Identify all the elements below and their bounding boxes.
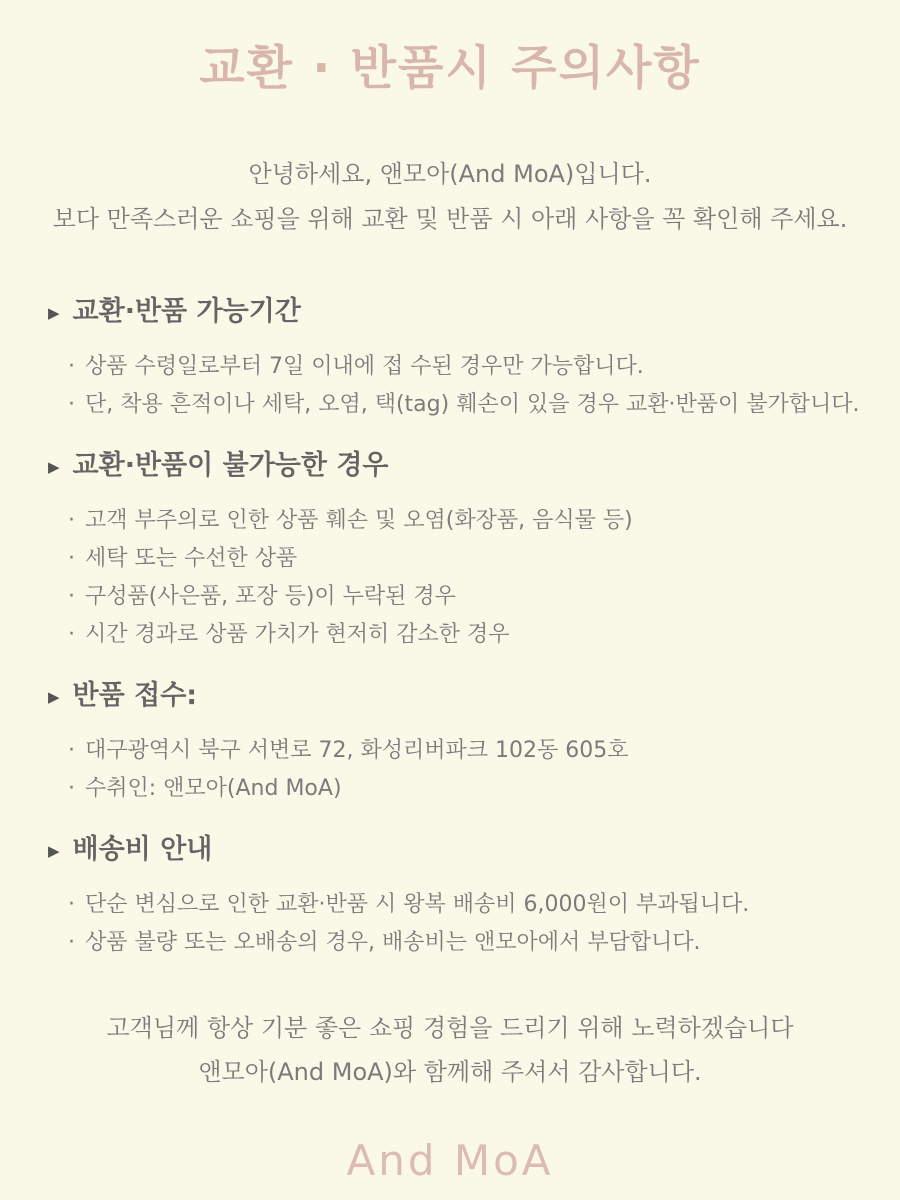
intro-line-1: 안녕하세요, 앤모아(And MoA)입니다.: [248, 160, 652, 188]
list-item: [68, 770, 876, 808]
section-heading-text: 반품 접수:: [72, 680, 198, 711]
section-shipping-fee: [48, 834, 876, 962]
section-heading-text: 교환·반품이 불가능한 경우: [72, 450, 389, 481]
dot-bullet-icon: ·: [68, 776, 75, 801]
dot-bullet-icon: ·: [68, 546, 75, 571]
dot-bullet-icon: ·: [68, 584, 75, 609]
bullet-list: [48, 886, 876, 962]
list-item: [68, 732, 876, 770]
closing-line-1: 고객님께 항상 기분 좋은 쇼핑 경험을 드리기 위해 노력하겠습니다: [106, 1014, 794, 1042]
bullet-text: 단, 착용 흔적이나 세탁, 오염, 택(tag) 훼손이 있을 경우 교환·반품이 불가합니다.: [85, 392, 860, 417]
notice-content: [0, 296, 900, 962]
dot-bullet-icon: ·: [68, 738, 75, 763]
section-exchange-period: [48, 296, 876, 424]
bullet-text: 세탁 또는 수선한 상품: [85, 546, 298, 571]
bullet-list: [48, 732, 876, 808]
bullet-text: 수취인: 앤모아(And MoA): [85, 776, 342, 801]
section-heading-not-allowed: [48, 450, 876, 482]
triangle-bullet-icon: ▶: [48, 842, 60, 860]
dot-bullet-icon: ·: [68, 392, 75, 417]
intro-paragraph: [0, 152, 900, 242]
section-not-allowed-cases: [48, 450, 876, 654]
brand-logo: And MoA: [346, 1136, 554, 1185]
page-title: 교환 · 반품시 주의사항: [199, 41, 701, 96]
list-item: [68, 886, 876, 924]
list-item: [68, 502, 876, 540]
dot-bullet-icon: ·: [68, 930, 75, 955]
dot-bullet-icon: ·: [68, 622, 75, 647]
bullet-text: 구성품(사은품, 포장 등)이 누락된 경우: [85, 584, 456, 609]
triangle-bullet-icon: ▶: [48, 458, 60, 476]
dot-bullet-icon: ·: [68, 892, 75, 917]
bullet-text: 고객 부주의로 인한 상품 훼손 및 오염(화장품, 음식물 등): [85, 508, 633, 533]
section-heading-exchange-period: [48, 296, 876, 328]
list-item: [68, 924, 876, 962]
list-item: [68, 540, 876, 578]
list-item: [68, 616, 876, 654]
section-heading-return-address: [48, 680, 876, 712]
triangle-bullet-icon: ▶: [48, 688, 60, 706]
bullet-text: 단순 변심으로 인한 교환·반품 시 왕복 배송비 6,000원이 부과됩니다.: [85, 892, 750, 917]
section-heading-text: 배송비 안내: [72, 834, 213, 865]
list-item: [68, 348, 876, 386]
bullet-text: 상품 수령일로부터 7일 이내에 접 수된 경우만 가능합니다.: [85, 354, 644, 379]
closing-paragraph: [0, 1006, 900, 1094]
intro-line-2: 보다 만족스러운 쇼핑을 위해 교환 및 반품 시 아래 사항을 꼭 확인해 주세요.: [52, 205, 848, 233]
section-heading-shipping-fee: [48, 834, 876, 866]
closing-line-2: 앤모아(And MoA)와 함께해 주셔서 감사합니다.: [198, 1058, 702, 1086]
section-heading-text: 교환·반품 가능기간: [72, 296, 301, 327]
bullet-text: 대구광역시 북구 서변로 72, 화성리버파크 102동 605호: [85, 738, 629, 763]
bullet-text: 상품 불량 또는 오배송의 경우, 배송비는 앤모아에서 부담합니다.: [85, 930, 701, 955]
section-return-address: [48, 680, 876, 808]
list-item: [68, 578, 876, 616]
list-item: [68, 386, 876, 424]
triangle-bullet-icon: ▶: [48, 304, 60, 322]
bullet-list: [48, 502, 876, 654]
dot-bullet-icon: ·: [68, 508, 75, 533]
bullet-text: 시간 경과로 상품 가치가 현저히 감소한 경우: [85, 622, 510, 647]
dot-bullet-icon: ·: [68, 354, 75, 379]
bullet-list: [48, 348, 876, 424]
